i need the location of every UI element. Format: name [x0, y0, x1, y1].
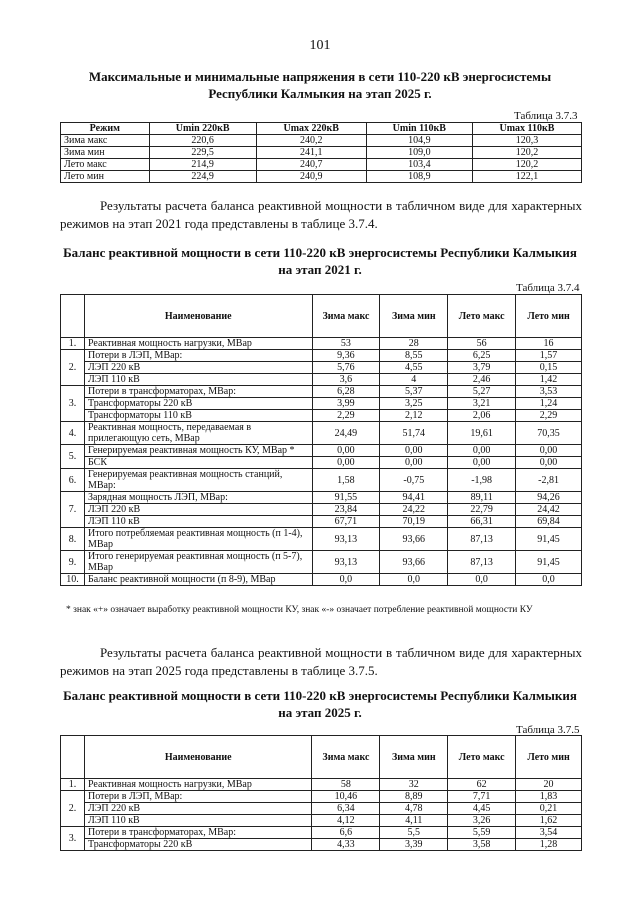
value-cell: 4,33	[312, 839, 380, 851]
value-cell: 22,79	[448, 504, 516, 516]
value-cell: 66,31	[448, 516, 516, 528]
value-cell: 5,37	[380, 386, 448, 398]
value-cell: 87,13	[448, 528, 516, 551]
value-cell: 0,0	[380, 574, 448, 586]
value-cell: 51,74	[380, 422, 448, 445]
value-cell: 103,4	[366, 159, 472, 171]
table-row	[61, 338, 582, 350]
balance-table-2025	[60, 735, 582, 851]
row-number: 5.	[61, 445, 85, 469]
heading-balance-2021: Баланс реактивной мощности в сети 110-220 кВ энергосистемы Республики Калмыкия на этап 2021 г.	[63, 245, 577, 277]
table-row	[61, 147, 582, 159]
value-cell: 6,6	[312, 827, 380, 839]
value-cell: 19,61	[448, 422, 516, 445]
paragraph-2021: Результаты расчета баланса реактивной мощности в табличном виде для характерных режимов на этап 2021 года представлены в таблице 3.7.4.	[60, 198, 582, 231]
value-cell: 91,55	[312, 492, 380, 504]
table-row	[61, 422, 582, 445]
value-cell: 2,12	[380, 410, 448, 422]
value-cell: 1,57	[516, 350, 582, 362]
value-cell: 0,00	[312, 457, 380, 469]
value-cell: 0,00	[380, 445, 448, 457]
value-cell: 67,71	[312, 516, 380, 528]
row-label: Баланс реактивной мощности (п 8-9), МВар	[84, 574, 312, 586]
value-cell: 93,13	[312, 551, 380, 574]
table-row	[61, 516, 582, 528]
value-cell: 91,45	[516, 528, 582, 551]
row-number: 6.	[61, 469, 85, 492]
value-cell: 4,11	[380, 815, 448, 827]
value-cell: 120,2	[472, 159, 581, 171]
value-cell: 108,9	[366, 171, 472, 183]
column-header: Лето макс	[448, 736, 516, 779]
value-cell: 3,53	[516, 386, 582, 398]
value-cell: -1,98	[448, 469, 516, 492]
value-cell: 6,28	[312, 386, 380, 398]
row-number: 3.	[61, 827, 85, 851]
row-label: Реактивная мощность, передаваемая в прилегающую сеть, МВар	[84, 422, 312, 445]
table-row	[61, 398, 582, 410]
value-cell: 10,46	[312, 791, 380, 803]
table-row	[61, 574, 582, 586]
value-cell: 1,42	[516, 374, 582, 386]
value-cell: 23,84	[312, 504, 380, 516]
row-label: Потери в трансформаторах, МВар:	[84, 827, 312, 839]
value-cell: 24,49	[312, 422, 380, 445]
value-cell: 28	[380, 338, 448, 350]
value-cell: 120,3	[472, 135, 581, 147]
table-row	[61, 504, 582, 516]
value-cell: 58	[312, 779, 380, 791]
value-cell: 0,0	[312, 574, 380, 586]
row-number: 2.	[61, 350, 85, 386]
column-header: Umin 110кВ	[366, 123, 472, 135]
row-label: ЛЭП 220 кВ	[84, 362, 312, 374]
value-cell: 56	[448, 338, 516, 350]
value-cell: 240,7	[256, 159, 366, 171]
value-cell: 93,13	[312, 528, 380, 551]
row-label: ЛЭП 110 кВ	[84, 516, 312, 528]
row-label: Итого потребляемая реактивная мощность (п 1-4), МВар	[84, 528, 312, 551]
value-cell: 5,59	[448, 827, 516, 839]
value-cell: 5,76	[312, 362, 380, 374]
value-cell: 69,84	[516, 516, 582, 528]
header-row	[61, 736, 582, 779]
page-number: 101	[309, 38, 331, 53]
value-cell: 6,25	[448, 350, 516, 362]
value-cell: 240,2	[256, 135, 366, 147]
value-cell: 4,78	[380, 803, 448, 815]
value-cell: 32	[380, 779, 448, 791]
table-row	[61, 410, 582, 422]
value-cell: 224,9	[149, 171, 256, 183]
footnote: * знак «+» означает выработку реактивной мощности КУ, знак «-» означает потребление реактивной мощности КУ	[66, 605, 533, 615]
table-row	[61, 528, 582, 551]
value-cell: -0,75	[380, 469, 448, 492]
value-cell: 8,55	[380, 350, 448, 362]
column-header: Umin 220кВ	[149, 123, 256, 135]
value-cell: 5,27	[448, 386, 516, 398]
value-cell: 3,79	[448, 362, 516, 374]
value-cell: 87,13	[448, 551, 516, 574]
row-number: 1.	[61, 779, 85, 791]
row-number: 9.	[61, 551, 85, 574]
row-label: ЛЭП 110 кВ	[84, 374, 312, 386]
value-cell: 104,9	[366, 135, 472, 147]
value-cell: 220,6	[149, 135, 256, 147]
table-row	[61, 374, 582, 386]
value-cell: 5,5	[380, 827, 448, 839]
table-row	[61, 779, 582, 791]
heading-balance-2025: Баланс реактивной мощности в сети 110-220 кВ энергосистемы Республики Калмыкия на этап 2025 г.	[63, 688, 577, 720]
value-cell: 70,19	[380, 516, 448, 528]
value-cell: 3,6	[312, 374, 380, 386]
value-cell: 0,00	[312, 445, 380, 457]
value-cell: 109,0	[366, 147, 472, 159]
table-row	[61, 815, 582, 827]
column-header: Лето макс	[448, 295, 516, 338]
table-row	[61, 135, 582, 147]
table-row	[61, 457, 582, 469]
value-cell: 89,11	[448, 492, 516, 504]
value-cell: 0,00	[448, 445, 516, 457]
row-label: Реактивная мощность нагрузки, МВар	[84, 338, 312, 350]
table-caption-3-7-5: Таблица 3.7.5	[516, 724, 580, 736]
value-cell: 3,58	[448, 839, 516, 851]
row-label: ЛЭП 220 кВ	[84, 803, 312, 815]
value-cell: 214,9	[149, 159, 256, 171]
value-cell: 1,28	[516, 839, 582, 851]
row-number: 1.	[61, 338, 85, 350]
column-header: Режим	[61, 123, 150, 135]
value-cell: 3,26	[448, 815, 516, 827]
row-label: Потери в трансформаторах, МВар:	[84, 386, 312, 398]
table-caption-3-7-3: Таблица 3.7.3	[514, 110, 578, 122]
heading-voltages: Максимальные и минимальные напряжения в сети 110-220 кВ энергосистемы Республики Калмыкия на этап 2025 г.	[88, 69, 552, 101]
column-header: Зима макс	[312, 295, 380, 338]
value-cell: 9,36	[312, 350, 380, 362]
value-cell: -2,81	[516, 469, 582, 492]
row-label: Генерируемая реактивная мощность станций, МВар:	[84, 469, 312, 492]
table-row	[61, 791, 582, 803]
value-cell: 0,00	[516, 457, 582, 469]
value-cell: 229,5	[149, 147, 256, 159]
row-label: Генерируемая реактивная мощность КУ, МВар *	[84, 445, 312, 457]
value-cell: 53	[312, 338, 380, 350]
row-label: Зарядная мощность ЛЭП, МВар:	[84, 492, 312, 504]
table-row	[61, 839, 582, 851]
value-cell: 1,62	[516, 815, 582, 827]
column-header: Лето мин	[516, 736, 582, 779]
column-header: Наименование	[84, 295, 312, 338]
value-cell: 93,66	[380, 551, 448, 574]
value-cell: 120,2	[472, 147, 581, 159]
value-cell: 1,24	[516, 398, 582, 410]
value-cell: 8,89	[380, 791, 448, 803]
row-label: ЛЭП 220 кВ	[84, 504, 312, 516]
value-cell: 4,45	[448, 803, 516, 815]
column-header: Лето мин	[516, 295, 582, 338]
value-cell: 6,34	[312, 803, 380, 815]
mode-cell: Лето макс	[61, 159, 150, 171]
column-header: Umax 220кВ	[256, 123, 366, 135]
value-cell: 3,25	[380, 398, 448, 410]
value-cell: 1,83	[516, 791, 582, 803]
row-number: 7.	[61, 492, 85, 528]
value-cell: 94,26	[516, 492, 582, 504]
row-label: Итого генерируемая реактивная мощность (п 5-7), МВар	[84, 551, 312, 574]
value-cell: 62	[448, 779, 516, 791]
value-cell: 0,15	[516, 362, 582, 374]
value-cell: 4,55	[380, 362, 448, 374]
column-header: Зима мин	[380, 736, 448, 779]
paragraph-2025: Результаты расчета баланса реактивной мощности в табличном виде для характерных режимов на этап 2025 года представлены в таблице 3.7.5.	[60, 645, 582, 678]
value-cell: 91,45	[516, 551, 582, 574]
table-row	[61, 171, 582, 183]
row-label: Потери в ЛЭП, МВар:	[84, 350, 312, 362]
table-caption-3-7-4: Таблица 3.7.4	[516, 282, 580, 294]
table-row	[61, 350, 582, 362]
value-cell: 2,46	[448, 374, 516, 386]
row-number: 8.	[61, 528, 85, 551]
value-cell: 24,42	[516, 504, 582, 516]
mode-cell: Зима мин	[61, 147, 150, 159]
value-cell: 20	[516, 779, 582, 791]
value-cell: 0,00	[516, 445, 582, 457]
column-header: Зима макс	[312, 736, 380, 779]
value-cell: 122,1	[472, 171, 581, 183]
row-label: Трансформаторы 110 кВ	[84, 410, 312, 422]
mode-cell: Зима макс	[61, 135, 150, 147]
value-cell: 93,66	[380, 528, 448, 551]
table-row	[61, 159, 582, 171]
value-cell: 3,54	[516, 827, 582, 839]
value-cell: 0,0	[448, 574, 516, 586]
table-row	[61, 827, 582, 839]
value-cell: 3,99	[312, 398, 380, 410]
value-cell: 4	[380, 374, 448, 386]
table-row	[61, 803, 582, 815]
value-cell: 3,21	[448, 398, 516, 410]
value-cell: 94,41	[380, 492, 448, 504]
balance-table-2021	[60, 294, 582, 586]
value-cell: 24,22	[380, 504, 448, 516]
row-label: ЛЭП 110 кВ	[84, 815, 312, 827]
value-cell: 0,21	[516, 803, 582, 815]
row-label: БСК	[84, 457, 312, 469]
number-column-header	[61, 295, 85, 338]
column-header: Umax 110кВ	[472, 123, 581, 135]
value-cell: 0,00	[448, 457, 516, 469]
mode-cell: Лето мин	[61, 171, 150, 183]
number-column-header	[61, 736, 85, 779]
value-cell: 2,29	[312, 410, 380, 422]
value-cell: 3,39	[380, 839, 448, 851]
row-number: 2.	[61, 791, 85, 827]
column-header: Наименование	[84, 736, 312, 779]
value-cell: 0,00	[380, 457, 448, 469]
value-cell: 241,1	[256, 147, 366, 159]
table-row	[61, 362, 582, 374]
table-row	[61, 445, 582, 457]
row-label: Потери в ЛЭП, МВар:	[84, 791, 312, 803]
value-cell: 4,12	[312, 815, 380, 827]
value-cell: 2,06	[448, 410, 516, 422]
row-label: Реактивная мощность нагрузки, МВар	[84, 779, 312, 791]
table-row	[61, 469, 582, 492]
voltage-table	[60, 122, 582, 183]
column-header: Зима мин	[380, 295, 448, 338]
value-cell: 16	[516, 338, 582, 350]
row-label: Трансформаторы 220 кВ	[84, 398, 312, 410]
row-number: 10.	[61, 574, 85, 586]
value-cell: 240,9	[256, 171, 366, 183]
value-cell: 1,58	[312, 469, 380, 492]
row-number: 4.	[61, 422, 85, 445]
value-cell: 7,71	[448, 791, 516, 803]
row-number: 3.	[61, 386, 85, 422]
table-row	[61, 386, 582, 398]
row-label: Трансформаторы 220 кВ	[84, 839, 312, 851]
table-row	[61, 492, 582, 504]
value-cell: 70,35	[516, 422, 582, 445]
value-cell: 2,29	[516, 410, 582, 422]
table-row	[61, 551, 582, 574]
value-cell: 0,0	[516, 574, 582, 586]
header-row	[61, 295, 582, 338]
